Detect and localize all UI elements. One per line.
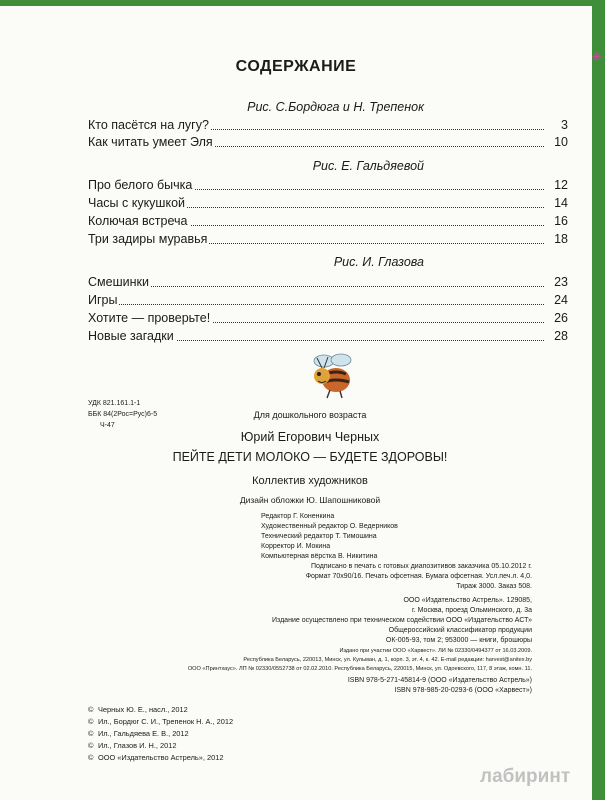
- credit-line: Технический редактор Т. Тимошина: [261, 533, 377, 540]
- toc-entry[interactable]: Как читать умеет Эля 10: [88, 135, 568, 149]
- watermark: лабиринт: [480, 766, 571, 787]
- credit-line: Компьютерная вёрстка В. Никитина: [261, 553, 378, 560]
- imprint-line: г. Москва, проезд Ольминского, д. 3а: [412, 607, 532, 614]
- book-title: ПЕЙТЕ ДЕТИ МОЛОКО — БУДЕТЕ ЗДОРОВЫ!: [172, 450, 448, 464]
- author-mark: Ч-47: [100, 422, 115, 429]
- toc-entry[interactable]: Три задиры муравья 18: [88, 232, 568, 246]
- toc-entry[interactable]: Новые загадки 28: [88, 329, 568, 343]
- imprint-line: Издание осуществлено при техническом содействии ООО «Издательство АСТ»: [272, 617, 532, 624]
- toc-entry[interactable]: Про белого бычка 12: [88, 178, 568, 192]
- author-name: Юрий Егорович Черных: [240, 430, 380, 444]
- toc-entry[interactable]: Игры 24: [88, 293, 568, 307]
- toc-entry[interactable]: Кто пасётся на лугу? 3: [88, 118, 568, 132]
- cover-design: Дизайн обложки Ю. Шапошниковой: [239, 495, 381, 505]
- imprint-line: ООО «Принтхаус». ЛП № 02330/0552738 от 02.02.2010. Республика Беларусь, 220015, Минск, ул. Одоевского, 117, 8 этаж, комн. 11.: [187, 666, 532, 672]
- imprint-line: Издано при участии ООО «Харвест». ЛИ № 02330/0494377 от 16.03.2009.: [339, 648, 532, 654]
- toc-entry[interactable]: Смешинки 23: [88, 275, 568, 289]
- imprint-line: Республика Беларусь, 220013, Минск, ул. Кульман, д. 1, корп. 3, эт. 4, к. 42. E-mail редакции: harvest@anitex.by: [243, 657, 532, 663]
- toc-entry[interactable]: Хотите — проверьте! 26: [88, 311, 568, 325]
- age-note: Для дошкольного возраста: [253, 410, 367, 420]
- isbn-line: ISBN 978-985-20-0293-6 (ООО «Харвест»): [394, 687, 532, 694]
- section-artist: Рис. И. Глазова: [333, 255, 424, 269]
- print-info-line: Формат 70х90/16. Печать офсетная. Бумага офсетная. Усл.печ.л. 4,0.: [305, 573, 532, 580]
- section-artist: Рис. Е. Гальдяевой: [312, 159, 424, 173]
- toc-entry[interactable]: Часы с кукушкой 14: [88, 196, 568, 210]
- copyright-line: © Ил., Бордюг С. И., Трепенок Н. А., 2012: [88, 717, 234, 726]
- copyright-line: © Ил., Гальдяева Е. В., 2012: [88, 729, 189, 738]
- imprint-line: ОК-005-93, том 2; 953000 — книги, брошюры: [385, 637, 532, 644]
- toc-entry[interactable]: Колючая встреча 16: [88, 214, 568, 228]
- print-info-line: Подписано в печать с готовых диапозитивов заказчика 05.10.2012 г.: [310, 563, 532, 570]
- bbk-code: ББК 84(2Рос=Рус)6-5: [88, 411, 158, 418]
- contents-title: СОДЕРЖАНИЕ: [235, 58, 357, 75]
- book-page: [0, 6, 592, 800]
- pink-mark-icon: ✳: [591, 49, 603, 64]
- imprint-line: Общероссийский классификатор продукции: [388, 627, 532, 634]
- udk-code: УДК 821.161.1-1: [88, 400, 141, 407]
- imprint-line: ООО «Издательство Астрель». 129085,: [403, 597, 532, 604]
- copyright-line: © Черных Ю. Е., насл., 2012: [88, 705, 188, 714]
- credit-line: Корректор И. Мокина: [261, 543, 331, 550]
- section-artist: Рис. С.Бордюга и Н. Трепенок: [247, 100, 424, 114]
- print-info-line: Тираж 3000. Заказ 508.: [456, 583, 532, 590]
- credit-line: Художественный редактор О. Ведерников: [261, 523, 398, 530]
- copyright-line: © ООО «Издательство Астрель», 2012: [88, 753, 224, 762]
- credit-line: Редактор Г. Коненкина: [261, 513, 335, 520]
- copyright-line: © Ил., Глазов И. Н., 2012: [88, 741, 177, 750]
- bee-illustration: [308, 352, 360, 400]
- illustrators: Коллектив художников: [252, 475, 368, 487]
- isbn-line: ISBN 978-5-271-45814-9 (ООО «Издательство Астрель»): [347, 677, 532, 684]
